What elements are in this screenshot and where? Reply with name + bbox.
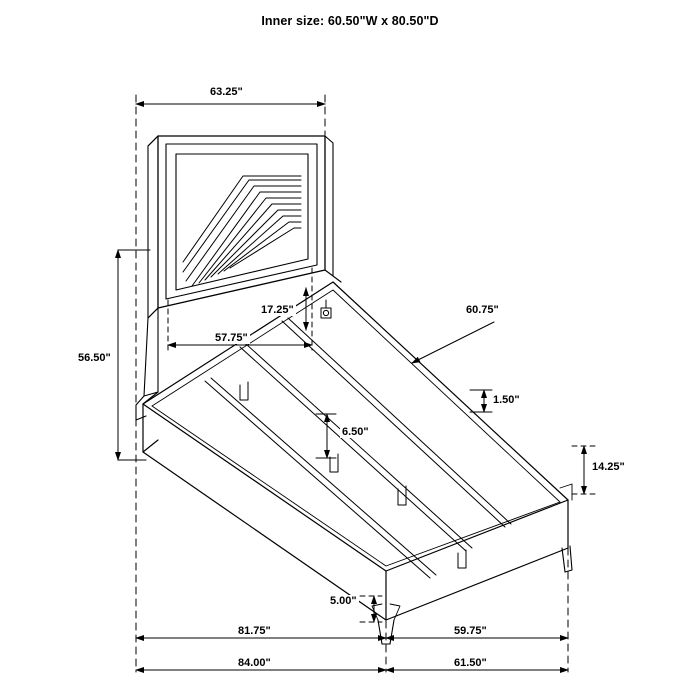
page-title: Inner size: 60.50"W x 80.50"D (261, 14, 439, 28)
dimension-label-overall-height: 56.50" (78, 352, 111, 364)
dimension-label-overall-width: 61.50" (454, 657, 487, 669)
dimension-label-overall-depth: 84.00" (238, 657, 271, 669)
dimension-label-depth-back: 59.75" (454, 625, 487, 637)
dimension-label-leg-height: 5.00" (330, 595, 357, 607)
dimension-label-depth-front: 81.75" (238, 625, 271, 637)
dimension-label-slat-thickness: 1.50" (493, 394, 520, 406)
dimension-label-headboard-width: 63.25" (210, 86, 243, 98)
dimension-label-slat-clearance: 6.50" (342, 426, 369, 438)
dimension-label-headboard-panel-height: 17.25" (261, 304, 294, 316)
dimension-label-headboard-inner-width: 57.75" (215, 332, 248, 344)
dimension-label-side-rail-length: 60.75" (466, 304, 499, 316)
dimension-label-rail-height: 14.25" (592, 461, 625, 473)
